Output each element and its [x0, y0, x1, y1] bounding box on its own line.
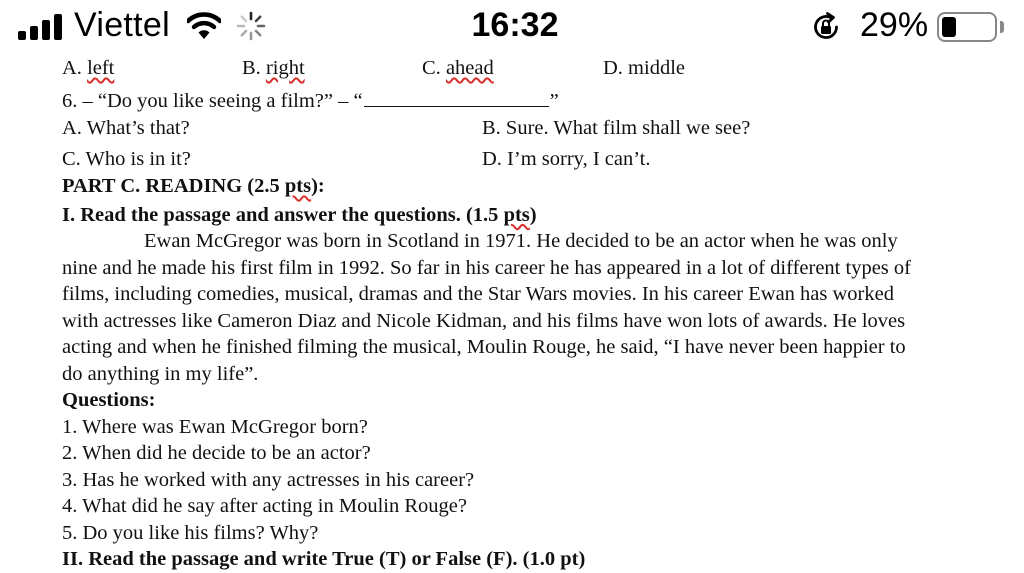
q6-stem: 6. – “Do you like seeing a film?” – “ ” [62, 86, 1002, 113]
battery-percentage: 29% [860, 6, 929, 44]
question-item: 1. Where was Ewan McGregor born? [62, 415, 368, 438]
reading-passage [62, 228, 1002, 387]
document-content [62, 55, 1002, 573]
q6-option-a: A. What’s that? [62, 117, 190, 139]
carrier-name: Viettel [74, 6, 170, 44]
status-bar [0, 0, 1024, 52]
questions-heading: Questions: [62, 389, 156, 411]
passage-line: films, including comedies, musical, dramas and the Star Wars movies. In his career Ewan has worked [62, 283, 894, 305]
spellcheck-word: pts [284, 175, 312, 197]
battery-cap [1000, 21, 1004, 33]
q6-option-d: D. I’m sorry, I can’t. [482, 147, 651, 170]
passage-line: with actresses like Cameron Diaz and Nicole Kidman, and his films have won lots of awards. He loves [62, 309, 906, 332]
spellcheck-word: pts [503, 203, 530, 226]
q6-options-row-1 [62, 115, 1002, 142]
passage-line: Ewan McGregor was born in Scotland in 1971. He decided to be an actor when he was only [144, 230, 898, 252]
passage-line: nine and he made his first film in 1992. So far in his career he has appeared in a lot of different types of [62, 256, 911, 279]
answer-blank [364, 86, 549, 107]
q5-options-row [62, 55, 1002, 82]
passage-line: do anything in my life”. [62, 362, 259, 385]
question-item: 5. Do you like his films? Why? [62, 521, 319, 544]
section-1-heading: I. Read the passage and answer the questions. (1.5 pts) [62, 203, 537, 226]
part-c-heading: PART C. READING (2.5 pts): [62, 175, 325, 197]
rotation-lock-icon [810, 11, 842, 43]
section-2-heading-cutoff: II. Read the passage and write True (T) or False (F). (1.0 pt) [62, 548, 586, 570]
q5-option-d: D. middle [603, 57, 685, 79]
question-item: 3. Has he worked with any actresses in his career? [62, 468, 475, 491]
battery-icon [937, 12, 997, 42]
q5-option-a: A. left [62, 57, 115, 79]
q5-option-c: C. ahead [422, 57, 494, 79]
question-item: 2. When did he decide to be an actor? [62, 442, 371, 464]
spellcheck-word: left [87, 57, 115, 79]
clock: 16:32 [471, 6, 559, 44]
spellcheck-word: right [265, 57, 305, 79]
question-item: 4. What did he say after acting in Moulin Rouge? [62, 495, 467, 517]
q6-options-row-2 [62, 146, 1002, 173]
spellcheck-word: ahead [445, 57, 494, 79]
battery-level-fill [942, 17, 956, 37]
q5-option-b: B. right [242, 57, 305, 79]
q6-option-c: C. Who is in it? [62, 147, 191, 170]
q6-option-b: B. Sure. What film shall we see? [482, 117, 751, 139]
passage-line: acting and when he finished filming the musical, Moulin Rouge, he said, “I have never been happier to [62, 336, 906, 358]
